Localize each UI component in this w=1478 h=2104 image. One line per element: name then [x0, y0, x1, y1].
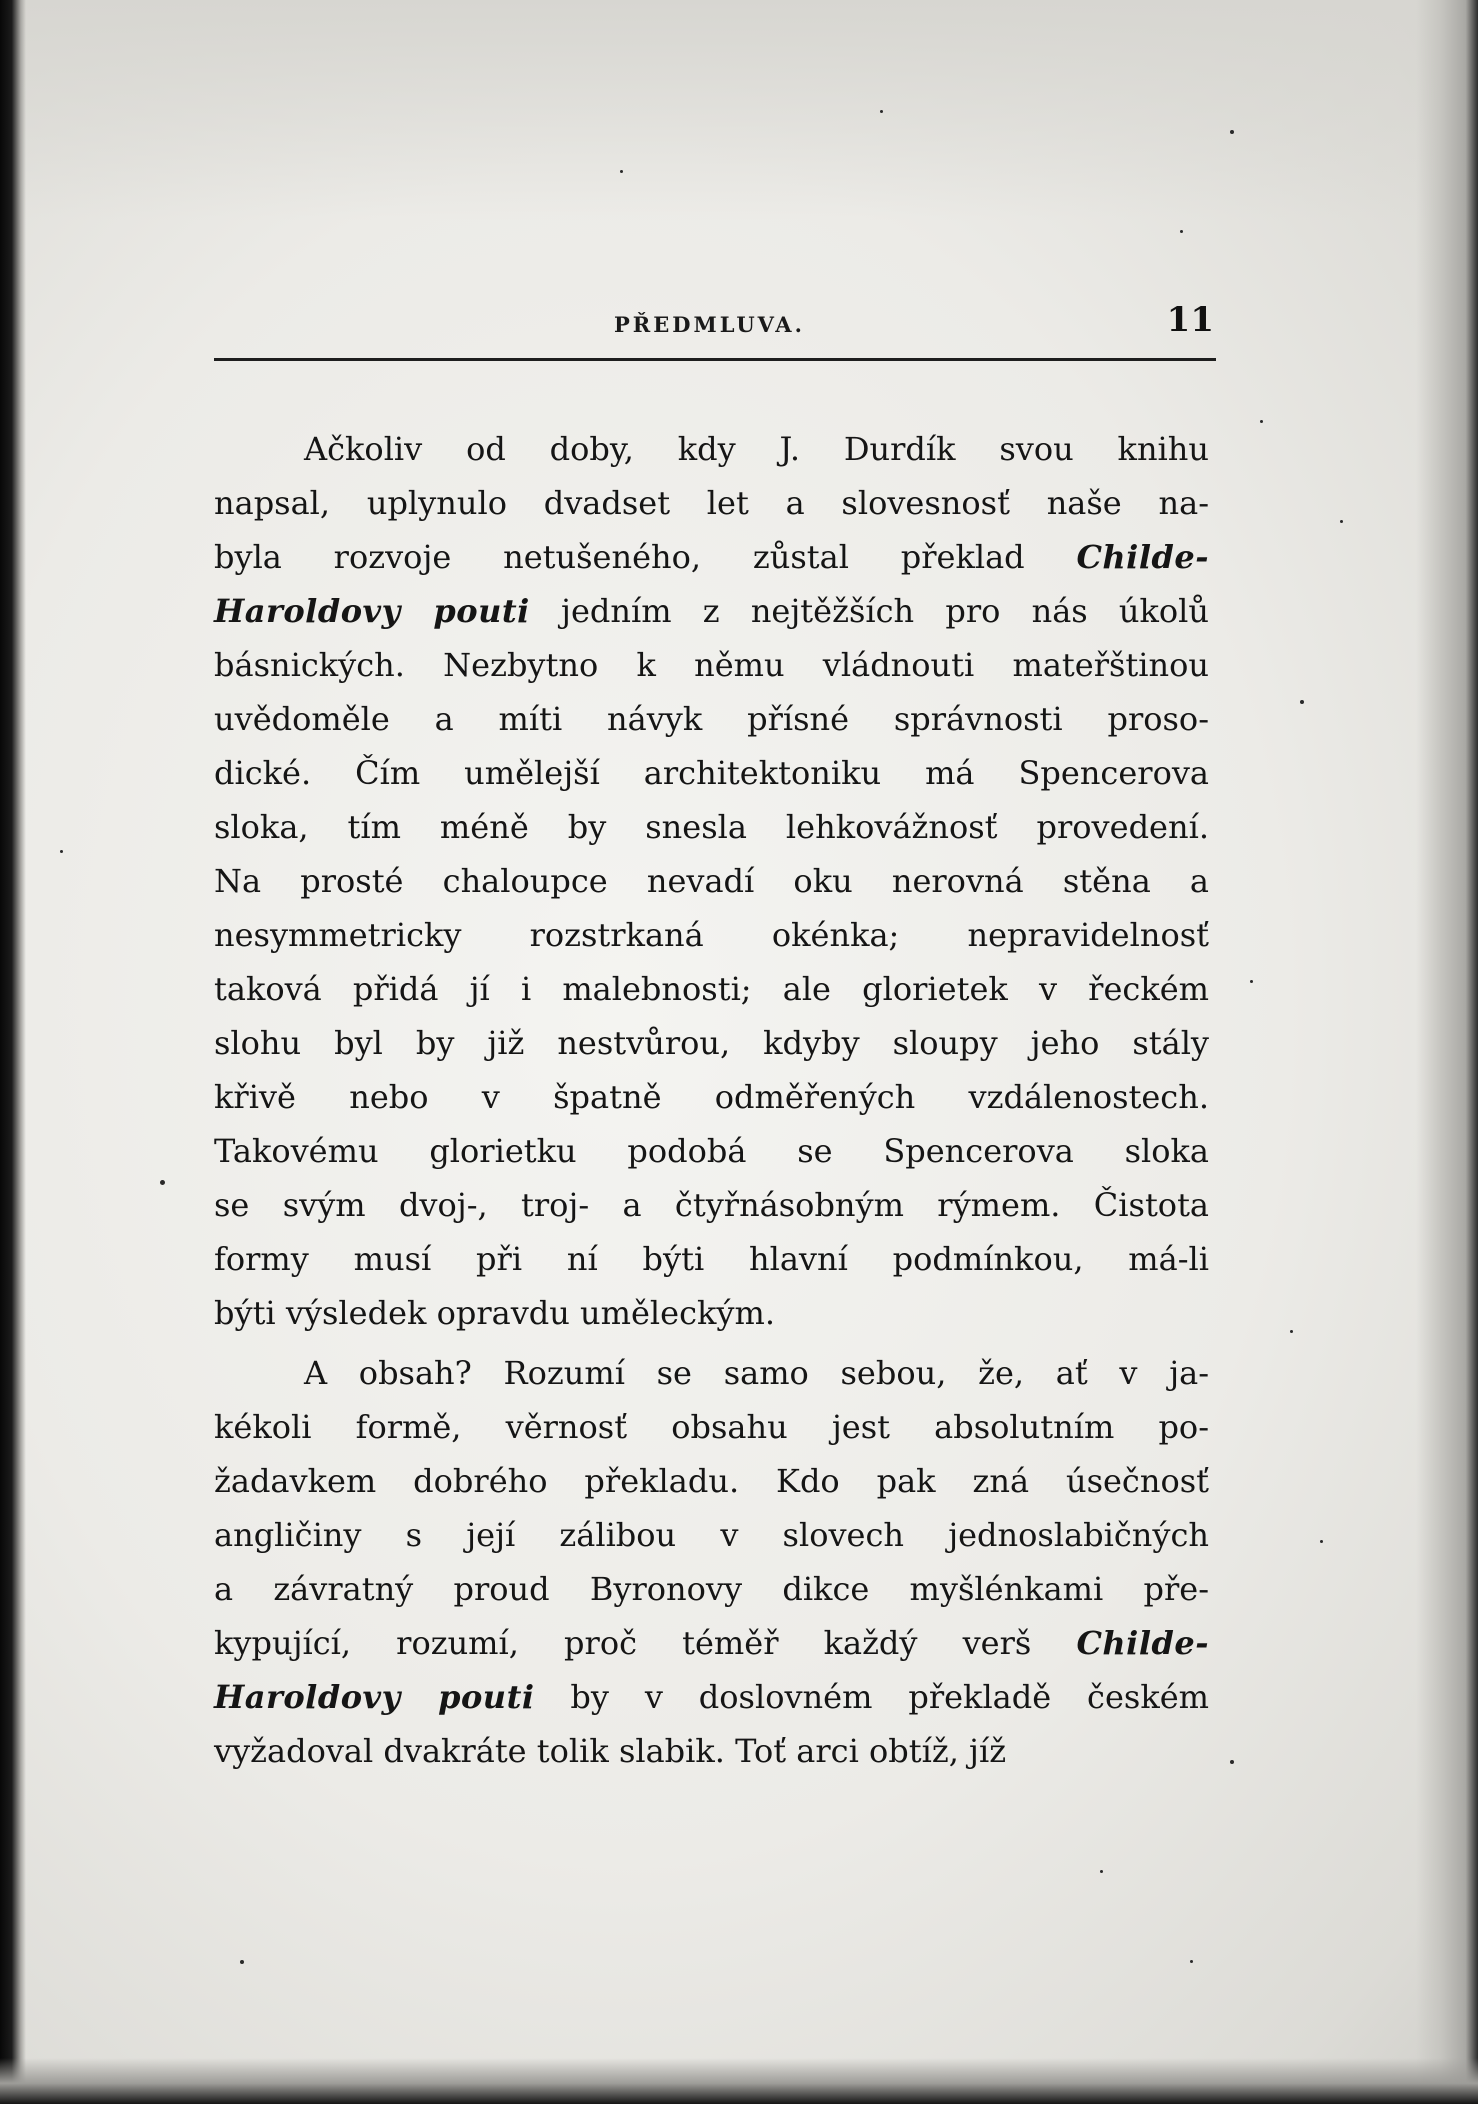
text-line [214, 1232, 1209, 1286]
scan-speck [60, 850, 63, 853]
paragraph [214, 1346, 1209, 1778]
text-line [214, 584, 1209, 638]
scan-speck [1260, 420, 1263, 423]
text-segment: Ačkoliv od doby, kdy J. Durdík svou knihu [304, 430, 1209, 468]
text-line [214, 476, 1209, 530]
italic-title-text: Childe- [1076, 538, 1209, 576]
text-segment: vyžadoval dvakráte tolik slabik. Toť arci obtíž, jíž [214, 1732, 1007, 1770]
running-header [214, 298, 1216, 356]
scan-speck [1290, 1330, 1293, 1333]
text-segment: Takovému glorietku podobá se Spencerova sloka [214, 1132, 1209, 1170]
text-segment: angličiny s její zálibou v slovech jednoslabičných [214, 1516, 1209, 1554]
text-line [214, 746, 1209, 800]
scan-speck [1250, 980, 1253, 983]
italic-title-text: Haroldovy pouti [214, 1678, 535, 1716]
scan-speck [1230, 130, 1234, 134]
text-segment: se svým dvoj-, troj- a čtyřnásobným rýmem. Čistota [214, 1186, 1209, 1224]
text-line [214, 1286, 1209, 1340]
text-line [214, 1508, 1209, 1562]
text-line [214, 1616, 1209, 1670]
text-line [214, 1670, 1209, 1724]
scan-speck [880, 110, 883, 113]
text-line [214, 854, 1209, 908]
text-line [214, 692, 1209, 746]
page-number: 11 [1166, 300, 1214, 340]
page-bottom-edge [0, 2058, 1478, 2104]
text-segment: kékoli formě, věrnosť obsahu jest absolutním po- [214, 1408, 1209, 1446]
text-line [214, 1346, 1209, 1400]
italic-title-text: Haroldovy pouti [214, 592, 530, 630]
header-rule [214, 358, 1216, 361]
text-line [214, 1070, 1209, 1124]
text-segment: Na prosté chaloupce nevadí oku nerovná stěna a [214, 862, 1209, 900]
text-segment: sloka, tím méně by snesla lehkovážnosť provedení. [214, 808, 1209, 846]
text-segment: uvědoměle a míti návyk přísné správnosti proso- [214, 700, 1209, 738]
text-line [214, 908, 1209, 962]
text-segment: jedním z nejtěžších pro nás úkolů [529, 592, 1210, 630]
page-shading [0, 0, 1478, 220]
text-segment: básnických. Nezbytno k němu vládnouti mateřštinou [214, 646, 1209, 684]
scan-speck [1100, 1870, 1103, 1873]
text-line [214, 530, 1209, 584]
text-line [214, 1454, 1209, 1508]
scan-speck [160, 1180, 165, 1185]
text-line [214, 1562, 1209, 1616]
text-line [214, 422, 1209, 476]
scan-speck [1300, 700, 1304, 704]
text-segment: kypující, rozumí, proč téměř každý verš [214, 1624, 1077, 1662]
italic-title-text: Childe- [1076, 1624, 1209, 1662]
text-line [214, 1178, 1209, 1232]
text-segment: napsal, uplynulo dvadset let a slovesnosť naše na- [214, 484, 1209, 522]
body-text [214, 422, 1209, 1784]
text-segment: by v doslovném překladě českém [534, 1678, 1210, 1716]
text-segment: A obsah? Rozumí se samo sebou, že, ať v ja- [304, 1354, 1209, 1392]
scan-speck [1180, 230, 1183, 233]
book-spine-edge [0, 0, 26, 2104]
scan-speck [1230, 1760, 1234, 1764]
paragraph [214, 422, 1209, 1340]
text-segment: slohu byl by již nestvůrou, kdyby sloupy jeho stály [214, 1024, 1209, 1062]
text-line [214, 1124, 1209, 1178]
text-segment: byla rozvoje netušeného, zůstal překlad [214, 538, 1077, 576]
scan-speck [620, 170, 623, 173]
text-segment: taková přidá jí i malebnosti; ale glorietek v řeckém [214, 970, 1209, 1008]
page-right-edge [1416, 0, 1478, 2104]
text-line [214, 638, 1209, 692]
text-segment: a závratný proud Byronovy dikce myšlénkami pře- [214, 1570, 1209, 1608]
text-line [214, 1016, 1209, 1070]
text-segment: dické. Čím umělejší architektoniku má Spencerova [214, 754, 1209, 792]
scan-speck [1190, 1960, 1193, 1963]
scan-speck [240, 1960, 244, 1964]
text-segment: žadavkem dobrého překladu. Kdo pak zná úsečnosť [214, 1462, 1209, 1500]
text-line [214, 962, 1209, 1016]
running-title: PŘEDMLUVA. [614, 312, 805, 337]
scan-speck [1340, 520, 1343, 523]
text-line [214, 1400, 1209, 1454]
text-line [214, 1724, 1209, 1778]
scan-speck [1320, 1540, 1323, 1543]
text-segment: nesymmetricky rozstrkaná okénka; nepravidelnosť [214, 916, 1209, 954]
text-segment: křivě nebo v špatně odměřených vzdálenostech. [214, 1078, 1209, 1116]
text-segment: formy musí při ní býti hlavní podmínkou, má-li [214, 1240, 1209, 1278]
text-line [214, 800, 1209, 854]
text-segment: býti výsledek opravdu uměleckým. [214, 1294, 775, 1332]
